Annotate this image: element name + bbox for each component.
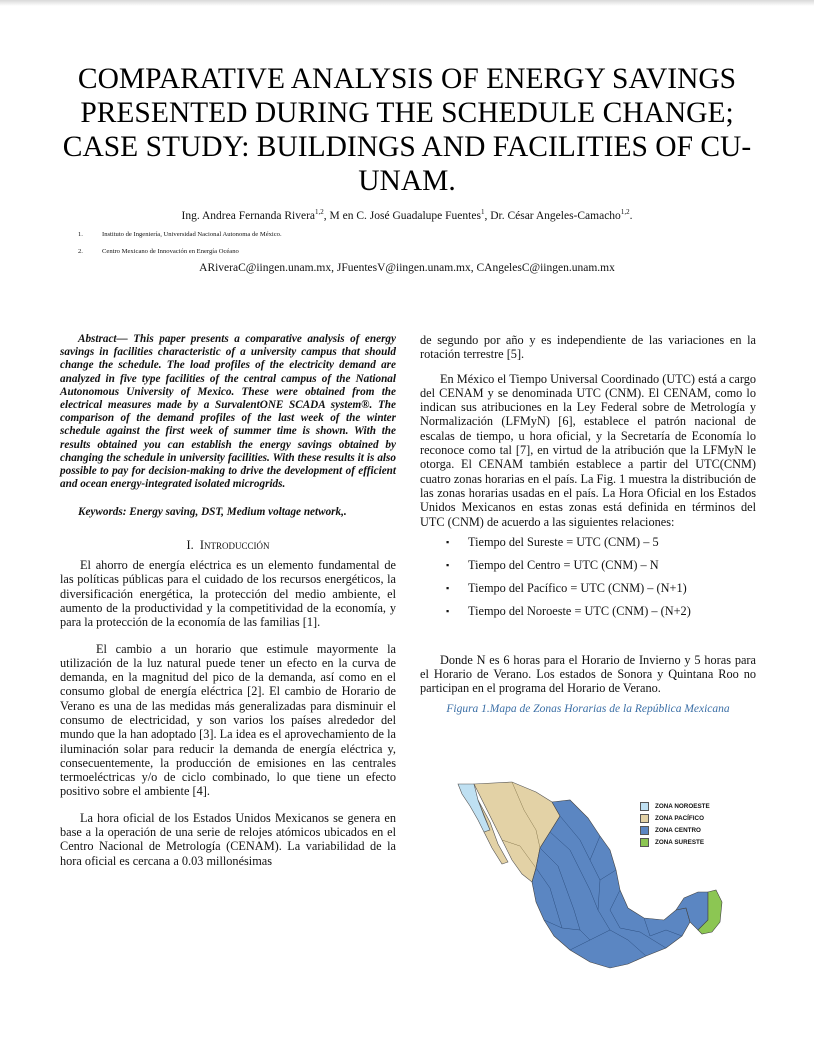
- legend-item-sureste: [640, 836, 710, 848]
- section-heading-intro: [60, 538, 396, 552]
- author-3-sup: 1,2: [620, 208, 630, 216]
- section-number: I.: [186, 537, 194, 552]
- author-1: Ing. Andrea Fernanda Rivera: [181, 209, 316, 222]
- abstract: Abstract— This paper presents a comparative analysis of energy savings in facilities characteristic of a university campus that should change the schedule. The load profiles of the electricity demand are analyzed in five type facilities of the central campus of the National Autonomous University of Mexico. These were obtained from the electrical measures made by a SurvalentONE SCADA system®. The comparison of the demand profiles of the last week of the winter schedule against the first week of summer time is shown. With the results obtained you can establish the energy savings obtained by changing the schedule in university facilities. With these results it is also possible to pay for decision-making to drive the development of efficient and ocean energy-integrated isolated microgrids.: [60, 333, 396, 491]
- paper-title: COMPARATIVE ANALYSIS OF ENERGY SAVINGS PRESENTED DURING THE SCHEDULE CHANGE; CASE STUDY: BUILDINGS AND FACILITIES OF CU-UNAM.: [62, 63, 752, 197]
- zone-equation: Tiempo del Centro = UTC (CNM) – N: [468, 557, 659, 572]
- legend-label: ZONA CENTRO: [655, 826, 701, 834]
- paragraph: de segundo por año y es independiente de las variaciones en la rotación terrestre [5].: [420, 333, 756, 362]
- bullet-icon: ▪: [446, 605, 450, 616]
- affiliation-2-text: Centro Mexicano de Innovación en Energía Océano: [102, 248, 239, 255]
- paragraph: Donde N es 6 horas para el Horario de Invierno y 5 horas para el Horario de Verano. Los estados de Sonora y Quintana Roo no participan en el programa del Horario de Verano.: [420, 652, 756, 696]
- map-legend: [640, 800, 710, 848]
- list-item: [420, 581, 756, 604]
- keywords: Keywords: Energy saving, DST, Medium voltage network,.: [78, 506, 347, 519]
- list-item: [420, 604, 756, 627]
- viewer-top-shadow: [0, 0, 814, 6]
- legend-swatch: [640, 814, 649, 823]
- legend-label: ZONA NOROESTE: [655, 802, 710, 810]
- legend-swatch: [640, 838, 649, 847]
- author-end: .: [629, 209, 633, 222]
- zone-equation: Tiempo del Sureste = UTC (CNM) – 5: [468, 534, 659, 549]
- legend-swatch: [640, 802, 649, 811]
- paragraph: El ahorro de energía eléctrica es un elemento fundamental de las políticas públicas para el cuidado de los recursos energéticos, la diversificación energética, la protección del medio ambiente, el aumento de la productividad y la competitividad de la economía, y para la protección de la economía de las familias [1].: [60, 558, 396, 630]
- zone-list: [420, 535, 756, 627]
- paragraph: El cambio a un horario que estimule mayormente la utilización de la luz natural puede tener un efecto en la curva de demanda, en la magnitud del pico de la demanda, así como en el consumo global de energía eléctrica [2]. El cambio de Horario de Verano es una de las medidas más generalizadas para disminuir el consumo de electricidad, y son varios los países alrededor del mundo que la han adoptado [3]. La idea es el aprovechamiento de la iluminación solar para reducir la demanda de energía eléctrica y, consecuentemente, la producción de emisiones en las centrales termoeléctricas y/o de ciclo combinado, lo que tiene un efecto positivo sobre el ambiente [4].: [60, 641, 396, 799]
- list-item: [420, 558, 756, 581]
- right-column: [420, 333, 756, 716]
- author-2-sup: 1: [480, 208, 485, 216]
- author-2: , M en C. José Guadalupe Fuentes: [323, 209, 481, 222]
- legend-swatch: [640, 826, 649, 835]
- figure-caption: Figura 1.Mapa de Zonas Horarias de la República Mexicana: [446, 702, 730, 715]
- bullet-icon: ▪: [446, 559, 450, 570]
- left-column: [60, 333, 396, 880]
- legend-item-noroeste: [640, 800, 710, 812]
- legend-label: ZONA PACÍFICO: [655, 814, 704, 822]
- section-title: Introducción: [199, 537, 270, 552]
- paragraph: La hora oficial de los Estados Unidos Mexicanos se genera en base a la operación de una serie de relojes atómicos ubicados en el Centro Nacional de Metrología (CENAM). La variabilidad de la hora oficial es cercana a 0.03 millonésimas: [60, 810, 396, 868]
- bullet-icon: ▪: [446, 536, 450, 547]
- bullet-icon: ▪: [446, 582, 450, 593]
- legend-item-centro: [640, 824, 710, 836]
- author-line: [0, 208, 814, 222]
- legend-label: ZONA SURESTE: [655, 838, 705, 846]
- author-3: , Dr. César Angeles-Camacho: [484, 209, 621, 222]
- zone-equation: Tiempo del Noroeste = UTC (CNM) – (N+2): [468, 603, 691, 618]
- author-emails: ARiveraC@iingen.unam.mx, JFuentesV@iingen.unam.mx, CAngelesC@iingen.unam.mx: [199, 262, 615, 274]
- list-item: [420, 535, 756, 558]
- affiliation-2-num: 2.: [78, 248, 83, 255]
- affiliation-1-num: 1.: [78, 231, 83, 238]
- zone-equation: Tiempo del Pacífico = UTC (CNM) – (N+1): [468, 580, 687, 595]
- author-1-sup: 1,2: [315, 208, 324, 216]
- legend-item-pacifico: [640, 812, 710, 824]
- paragraph: En México el Tiempo Universal Coordinado (UTC) está a cargo del CENAM y se denominada UTC (CNM). El CENAM, como lo indican sus atribuciones en la Ley Federal sobre de Metrología y Normalización (LFMyN) [6], establece el patrón nacional de escalas de tiempo, u hora oficial, y la Secretaría de Economía lo reconoce como tal [7], en virtud de la atribución que la LFMyN le otorga. El CENAM también establece a partir del UTC(CNM) cuatro zonas horarias en el país. La Fig. 1 muestra la distribución de las zonas horarias usadas en el país. La Hora Oficial en los Estados Unidos Mexicanos en estas zonas está definida en términos del UTC (CNM) de acuerdo a las siguientes relaciones:: [420, 371, 756, 529]
- affiliation-1-text: Instituto de Ingeniería, Universidad Nacional Autonoma de México.: [102, 231, 282, 238]
